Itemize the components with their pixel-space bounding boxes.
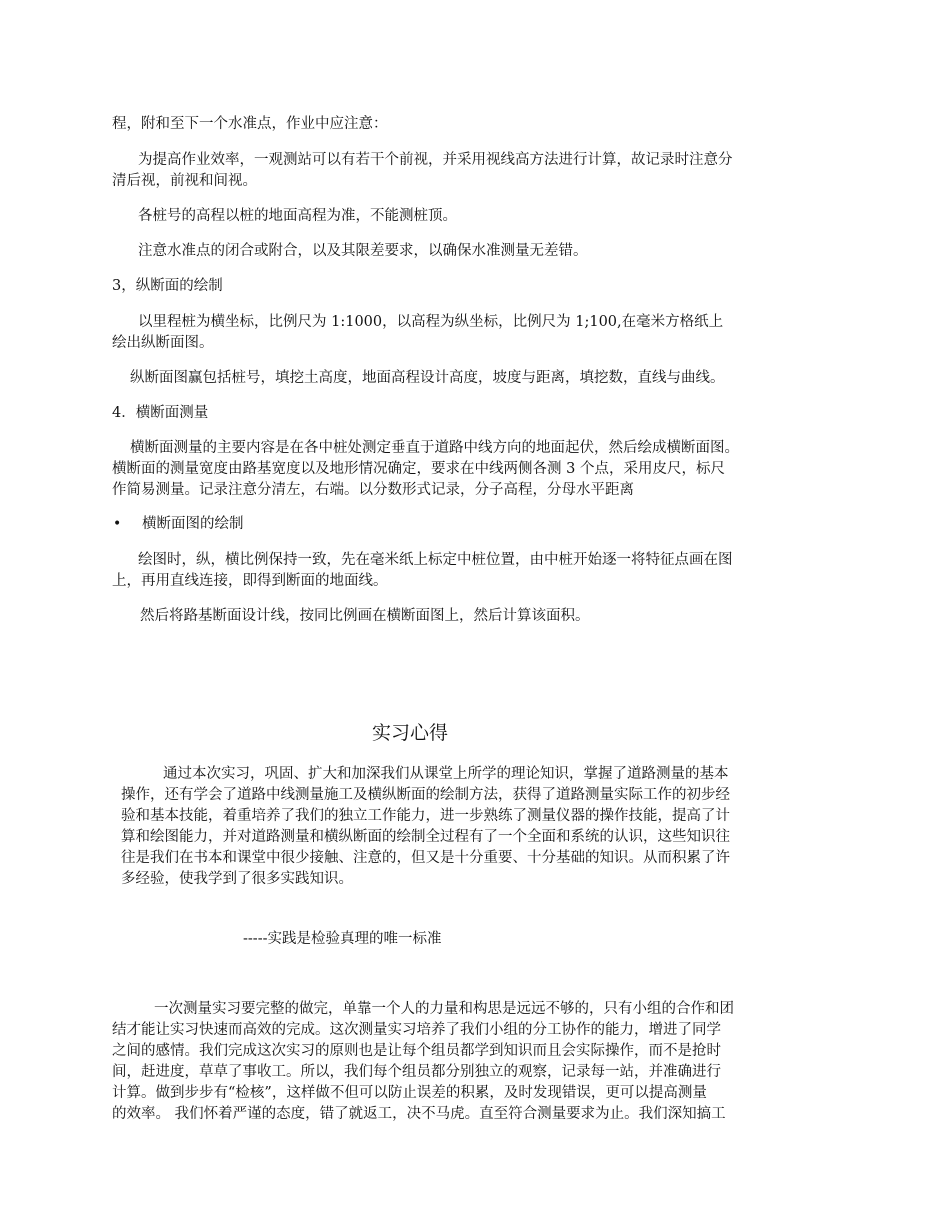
text-line: 结才能让实习快速而高效的完成。这次测量实习培养了我们小组的分工协作的能力，增进了同学	[112, 1022, 721, 1038]
motto-text: -----实践是检验真理的唯一标准	[243, 931, 442, 947]
text-line: 算和绘图能力，并对道路测量和横纵断面的绘制全过程有了一个全面和系统的认识，这些知识往	[121, 829, 730, 845]
heading-cross-section: 4．横断面测量	[112, 405, 209, 421]
note-stake-text: 各桩号的高程以桩的地面高程为准，不能测桩顶。	[138, 208, 457, 224]
text-line: 清后视，前视和间视。	[112, 173, 257, 189]
heading-profile-drawing: 3，纵断面的绘制	[112, 278, 223, 294]
text-line: 之间的感情。我们完成这次实习的原则也是让每个组员都学到知识而且会实际操作，而不是抢时	[112, 1043, 721, 1059]
text-line: 一次测量实习要完整的做完，单靠一个人的力量和构思是远远不够的，只有小组的合作和团	[154, 1001, 734, 1017]
text-line: 为提高作业效率，一观测站可以有若干个前视，并采用视线高方法进行计算，故记录时注意分	[138, 152, 733, 168]
profile-scale-paragraph	[112, 312, 723, 354]
text-line: 绘出纵断面图。	[112, 335, 214, 351]
drawing-paragraph	[112, 550, 733, 592]
text-line: 绘图时，纵，横比例保持一致，先在毫米纸上标定中桩位置，由中桩开始逐一将特征点画在图	[138, 552, 733, 568]
text-line: 计算。做到步步有“检核”，这样做不但可以防止误差的积累，及时发现错误，更可以提高测量	[112, 1085, 707, 1101]
text-line: 横断面的测量宽度由路基宽度以及地形情况确定，要求在中线两侧各测 3 个点，采用皮尺，标尺	[112, 461, 725, 477]
teamwork-paragraph	[112, 999, 734, 1125]
continuation-text: 程，附和至下一个水准点，作业中应注意：	[112, 116, 388, 132]
bullet-heading: 横断面图的绘制	[142, 516, 244, 532]
profile-contents-text: 纵断面图赢包括桩号，填挖土高度，地面高程设计高度，坡度与距离，填挖数，直线与曲线。	[130, 370, 725, 386]
text-line: 验和基本技能，着重培养了我们的独立工作能力，进一步熟练了测量仪器的操作技能，提高了计	[121, 808, 730, 824]
text-line: 多经验，使我学到了很多实践知识。	[121, 871, 353, 887]
text-line: 通过本次实习，巩固、扩大和加深我们从课堂上所学的理论知识，掌握了道路测量的基本	[163, 766, 729, 782]
text-line: 的效率。 我们怀着严谨的态度，错了就返工，决不马虎。直至符合测量要求为止。我们深知搞工	[112, 1106, 726, 1122]
text-line: 间，赶进度，草草了事收工。所以，我们每个组员都分别独立的观察，记录每一站，并准确进行	[112, 1064, 721, 1080]
text-line: 以里程桩为横坐标，比例尺为 1:1000，以高程为纵坐标，比例尺为 1;100,在毫米方格纸上	[138, 314, 724, 330]
note-views-paragraph	[112, 150, 733, 192]
reflection-paragraph	[121, 764, 730, 890]
bullet-icon: •	[113, 516, 122, 532]
cross-section-paragraph	[112, 438, 739, 501]
note-closure-text: 注意水准点的闭合或附合，以及其限差要求，以确保水准测量无差错。	[138, 243, 588, 259]
text-line: 往是我们在书本和课堂中很少接触、注意的，但又是十分重要、十分基础的知识。从而积累了许	[121, 850, 730, 866]
section-title: 实习心得	[372, 722, 449, 744]
text-line: 上，再用直线连接，即得到断面的地面线。	[112, 573, 388, 589]
drawing-area-text: 然后将路基断面设计线，按同比例画在横断面图上，然后计算该面积。	[140, 608, 590, 624]
text-line: 横断面测量的主要内容是在各中桩处测定垂直于道路中线方向的地面起伏，然后绘成横断面图。	[130, 440, 739, 456]
text-line: 作简易测量。记录注意分清左，右端。以分数形式记录，分子高程，分母水平距离	[112, 482, 634, 498]
text-line: 操作，还有学会了道路中线测量施工及横纵断面的绘制方法，获得了道路测量实际工作的初步经	[121, 787, 730, 803]
